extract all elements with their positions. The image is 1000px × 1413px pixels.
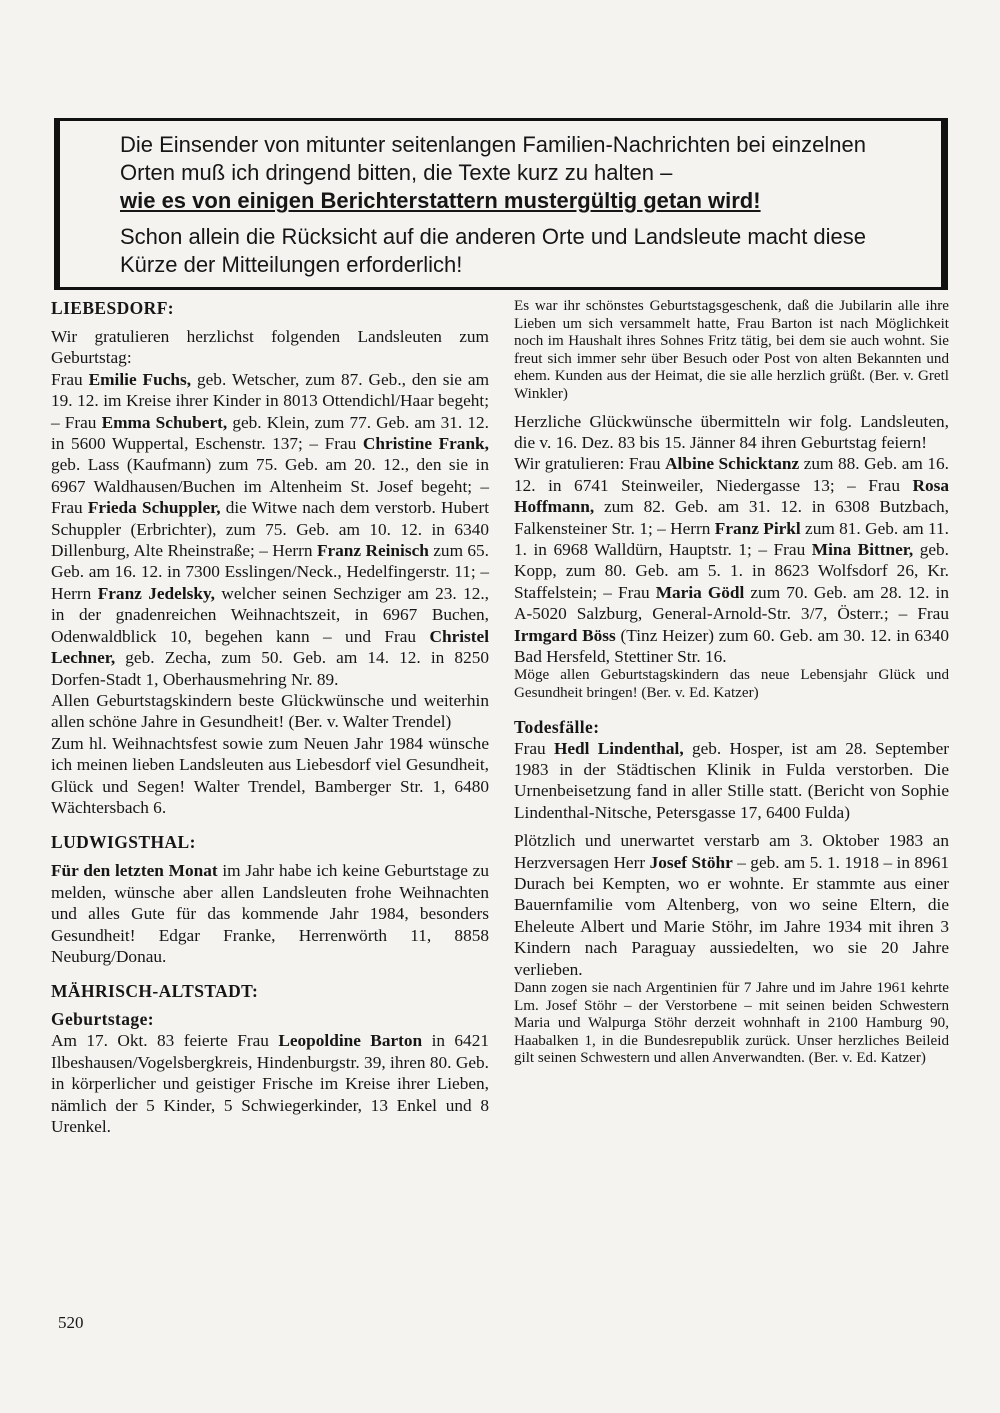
liebesdorf-christmas-greeting: Zum hl. Weihnachtsfest sowie zum Neuen Jahr 1984 wünsche ich meinen lieben Landsleuten aus Liebesdorf viel Gesundheit, Glück und Segen! Walter Trendel, Bamberger Str. 1, 6480 Wächtersbach 6. xyxy=(51,733,489,817)
editor-notice-box xyxy=(54,118,948,290)
death-notice-stoehr-continuation: Dann zogen sie nach Argentinien für 7 Jahre und im Jahre 1961 kehrte Lm. Josef Stöhr – der Verstorbene – mit seinen beiden Schwestern Maria und Walpurga Stöhr derzeit wohnhaft in 2100 Hamburg 90, Haabalken 1, in die Bundesrepublik zurück. Unser herzliches Beileid gilt seinen Schwestern und allen Anverwandten. (Ber. v. Ed. Katzer) xyxy=(514,980,949,1067)
liebesdorf-intro: Wir gratulieren herzlichst folgenden Landsleuten zum Geburtstag: xyxy=(51,327,489,368)
congratulations-intro: Herzliche Glückwünsche übermitteln wir folg. Landsleuten, die v. 16. Dez. 83 bis 15. Jänner 84 ihren Geburtstag feiern! xyxy=(514,411,949,452)
altstadt-birthday-text: Am 17. Okt. 83 feierte Frau Leopoldine Barton in 6421 Ilbeshausen/Vogelsbergkreis, Hindenburgstr. 39, ihren 80. Geb. in körperlicher und geistiger Frische im Kreise ihrer Lieben, nämlich der 5 Kinder, 5 Schwiegerkinder, 13 Enkel und 8 Urenkel. xyxy=(51,1031,489,1136)
death-notice-stoehr: Plötzlich und unerwartet verstarb am 3. Oktober 1983 an Herzversagen Herr Josef Stöhr – geb. am 5. 1. 1918 – in 8961 Durach bei Kempten, wo er wohnte. Er stammte aus einer Bauernfamilie vom Altenberg, von wo seine Eltern, die Eheleute Albert und Marie Stöhr, im Jahre 1934 mit ihren 3 Kindern nach Paraguay aussiedelten, wo sie 20 Jahre verlieben. xyxy=(514,831,949,979)
person-name: Franz Jedelsky, xyxy=(97,583,215,603)
person-name: Leopoldine Barton xyxy=(278,1031,423,1051)
section-heading-deaths: Todesfälle: xyxy=(514,716,600,737)
person-name: Christel Lechner, xyxy=(51,626,489,668)
person-name: Franz Reinisch xyxy=(316,541,429,561)
person-name: Irmgard Böss xyxy=(514,625,616,645)
person-name: Emma Schubert, xyxy=(101,412,228,432)
altstadt-subheading-birthdays: Geburtstage: xyxy=(51,1009,154,1030)
ludwigsthal-text: Für den letzten Monat im Jahr habe ich keine Geburtstage zu melden, wünsche aber allen Landsleuten frohe Weihnachten und alles Gute für das kommende Jahr 1984, besonders Gesundheit! Edgar Franke, Herrenwörth 11, 8858 Neuburg/Donau. xyxy=(51,861,489,966)
notice-line-1: Die Einsender von mitunter seitenlangen Familien-Nachrichten bei einzelnen Orten muß ich dringend bitten, die Texte kurz zu halten – xyxy=(120,132,866,185)
person-name: Emilie Fuchs, xyxy=(88,369,192,389)
birthday-list: Wir gratulieren: Frau Albine Schicktanz zum 88. Geb. am 16. 12. in 6741 Steinweiler, Niedergasse 13; – Frau Rosa Hoffmann, zum 82. Geb. am 31. 12. in 6308 Butzbach, Falkensteiner Str. 1; – Herrn Franz Pirkl zum 81. Geb. am 11. 1. in 6968 Walldürn, Hauptstr. 1; – Frau Mina Bittner, geb. Kopp, zum 80. Geb. am 5. 1. in 8623 Wolfsdorf 26, Kr. Staffelstein; – Frau Maria Gödl zum 70. Geb. am 28. 12. in A-5020 Salzburg, General-Arnold-Str. 3/7, Österr.; – Frau Irmgard Böss (Tinz Heizer) zum 60. Geb. am 30. 12. in 6340 Bad Hersfeld, Stettiner Str. 16. xyxy=(514,454,950,667)
section-heading-liebesdorf: LIEBESDORF: xyxy=(51,298,175,318)
notice-line-2: Schon allein die Rücksicht auf die anderen Orte und Landsleute macht diese Kürze der Mitteilungen erforderlich! xyxy=(120,224,867,277)
barton-continuation: Es war ihr schönstes Geburtstagsgeschenk, daß die Jubilarin alle ihre Lieben um sich versammelt hatte, Frau Barton ist nach Möglichkeit noch im Haushalt ihres Sohnes Fritz tätig, bei dem sie auch wohnt. Sie freut sich immer sehr über Besuch oder Post von alten Bekannten und ehem. Kunden aus der Heimat, die sie alle herzlich grüßt. (Ber. v. Gretl Winkler) xyxy=(514,298,949,402)
left-column xyxy=(51,298,489,1137)
person-name: Franz Pirkl xyxy=(714,518,801,538)
right-column xyxy=(514,298,949,1068)
section-heading-ludwigsthal: LUDWIGSTHAL: xyxy=(51,832,196,853)
death-notice-lindenthal: Frau Hedl Lindenthal, geb. Hosper, ist am 28. September 1983 in der Städtischen Klinik in Fulda verstorben. Die Urnenbeisetzung fand in aller Stille statt. (Bericht von Sophie Lindenthal-Nitsche, Petersgasse 17, 6400 Fulda) xyxy=(514,738,949,822)
birthday-wishes: Möge allen Geburtstagskindern das neue Lebensjahr Glück und Gesundheit bringen! (Ber. v. Ed. Katzer) xyxy=(514,667,949,702)
notice-emphasis: wie es von einigen Berichterstattern mustergültig getan wird! xyxy=(120,188,761,213)
person-name: Maria Gödl xyxy=(655,582,745,602)
page-number: 520 xyxy=(58,1313,84,1332)
person-name: Christine Frank, xyxy=(362,434,489,454)
person-name: Albine Schicktanz xyxy=(665,454,800,474)
liebesdorf-birthdays: Frau Emilie Fuchs, geb. Wetscher, zum 87. Geb., den sie am 19. 12. im Kreise ihrer Kinder in 8013 Ottendichl/Haar begeht; – Frau Emma Schubert, geb. Klein, zum 77. Geb. am 31. 12. in 5600 Wuppertal, Eschenstr. 137; – Frau Christine Frank, geb. Lass (Kaufmann) zum 75. Geb. am 20. 12., den sie in 6967 Waldhausen/Buchen im Altenheim St. Josef begeht; – Frau Frieda Schuppler, die Witwe nach dem verstorb. Hubert Schuppler (Erbrichter), zum 75. Geb. am 10. 12. in 6340 Dillenburg, Alte Rheinstraße; – Herrn Franz Reinisch zum 65. Geb. am 16. 12. in 7300 Esslingen/Neck., Hedelfingerstr. 11; – Herrn Franz Jedelsky, welcher seinen Sechziger am 23. 12., in der gnadenreichen Weihnachtszeit, in 6967 Buchen, Odenwaldblick 10, begehen kann – und Frau Christel Lechner, geb. Zecha, zum 50. Geb. am 14. 12. in 8250 Dorfen-Stadt 1, Oberhausmehring Nr. 89. xyxy=(51,369,490,689)
person-name: Mina Bittner, xyxy=(811,540,914,559)
section-heading-maehrisch-altstadt: MÄHRISCH-ALTSTADT: xyxy=(51,981,259,1002)
person-name: Hedl Lindenthal, xyxy=(553,738,684,758)
person-name: Rosa Hoffmann, xyxy=(514,475,949,517)
person-name: Josef Stöhr xyxy=(649,852,733,872)
liebesdorf-wishes: Allen Geburtstagskindern beste Glückwünsche und weiterhin allen schöne Jahre in Gesundheit! (Ber. v. Walter Trendel) xyxy=(51,690,489,732)
person-name: Frieda Schuppler, xyxy=(87,498,221,518)
